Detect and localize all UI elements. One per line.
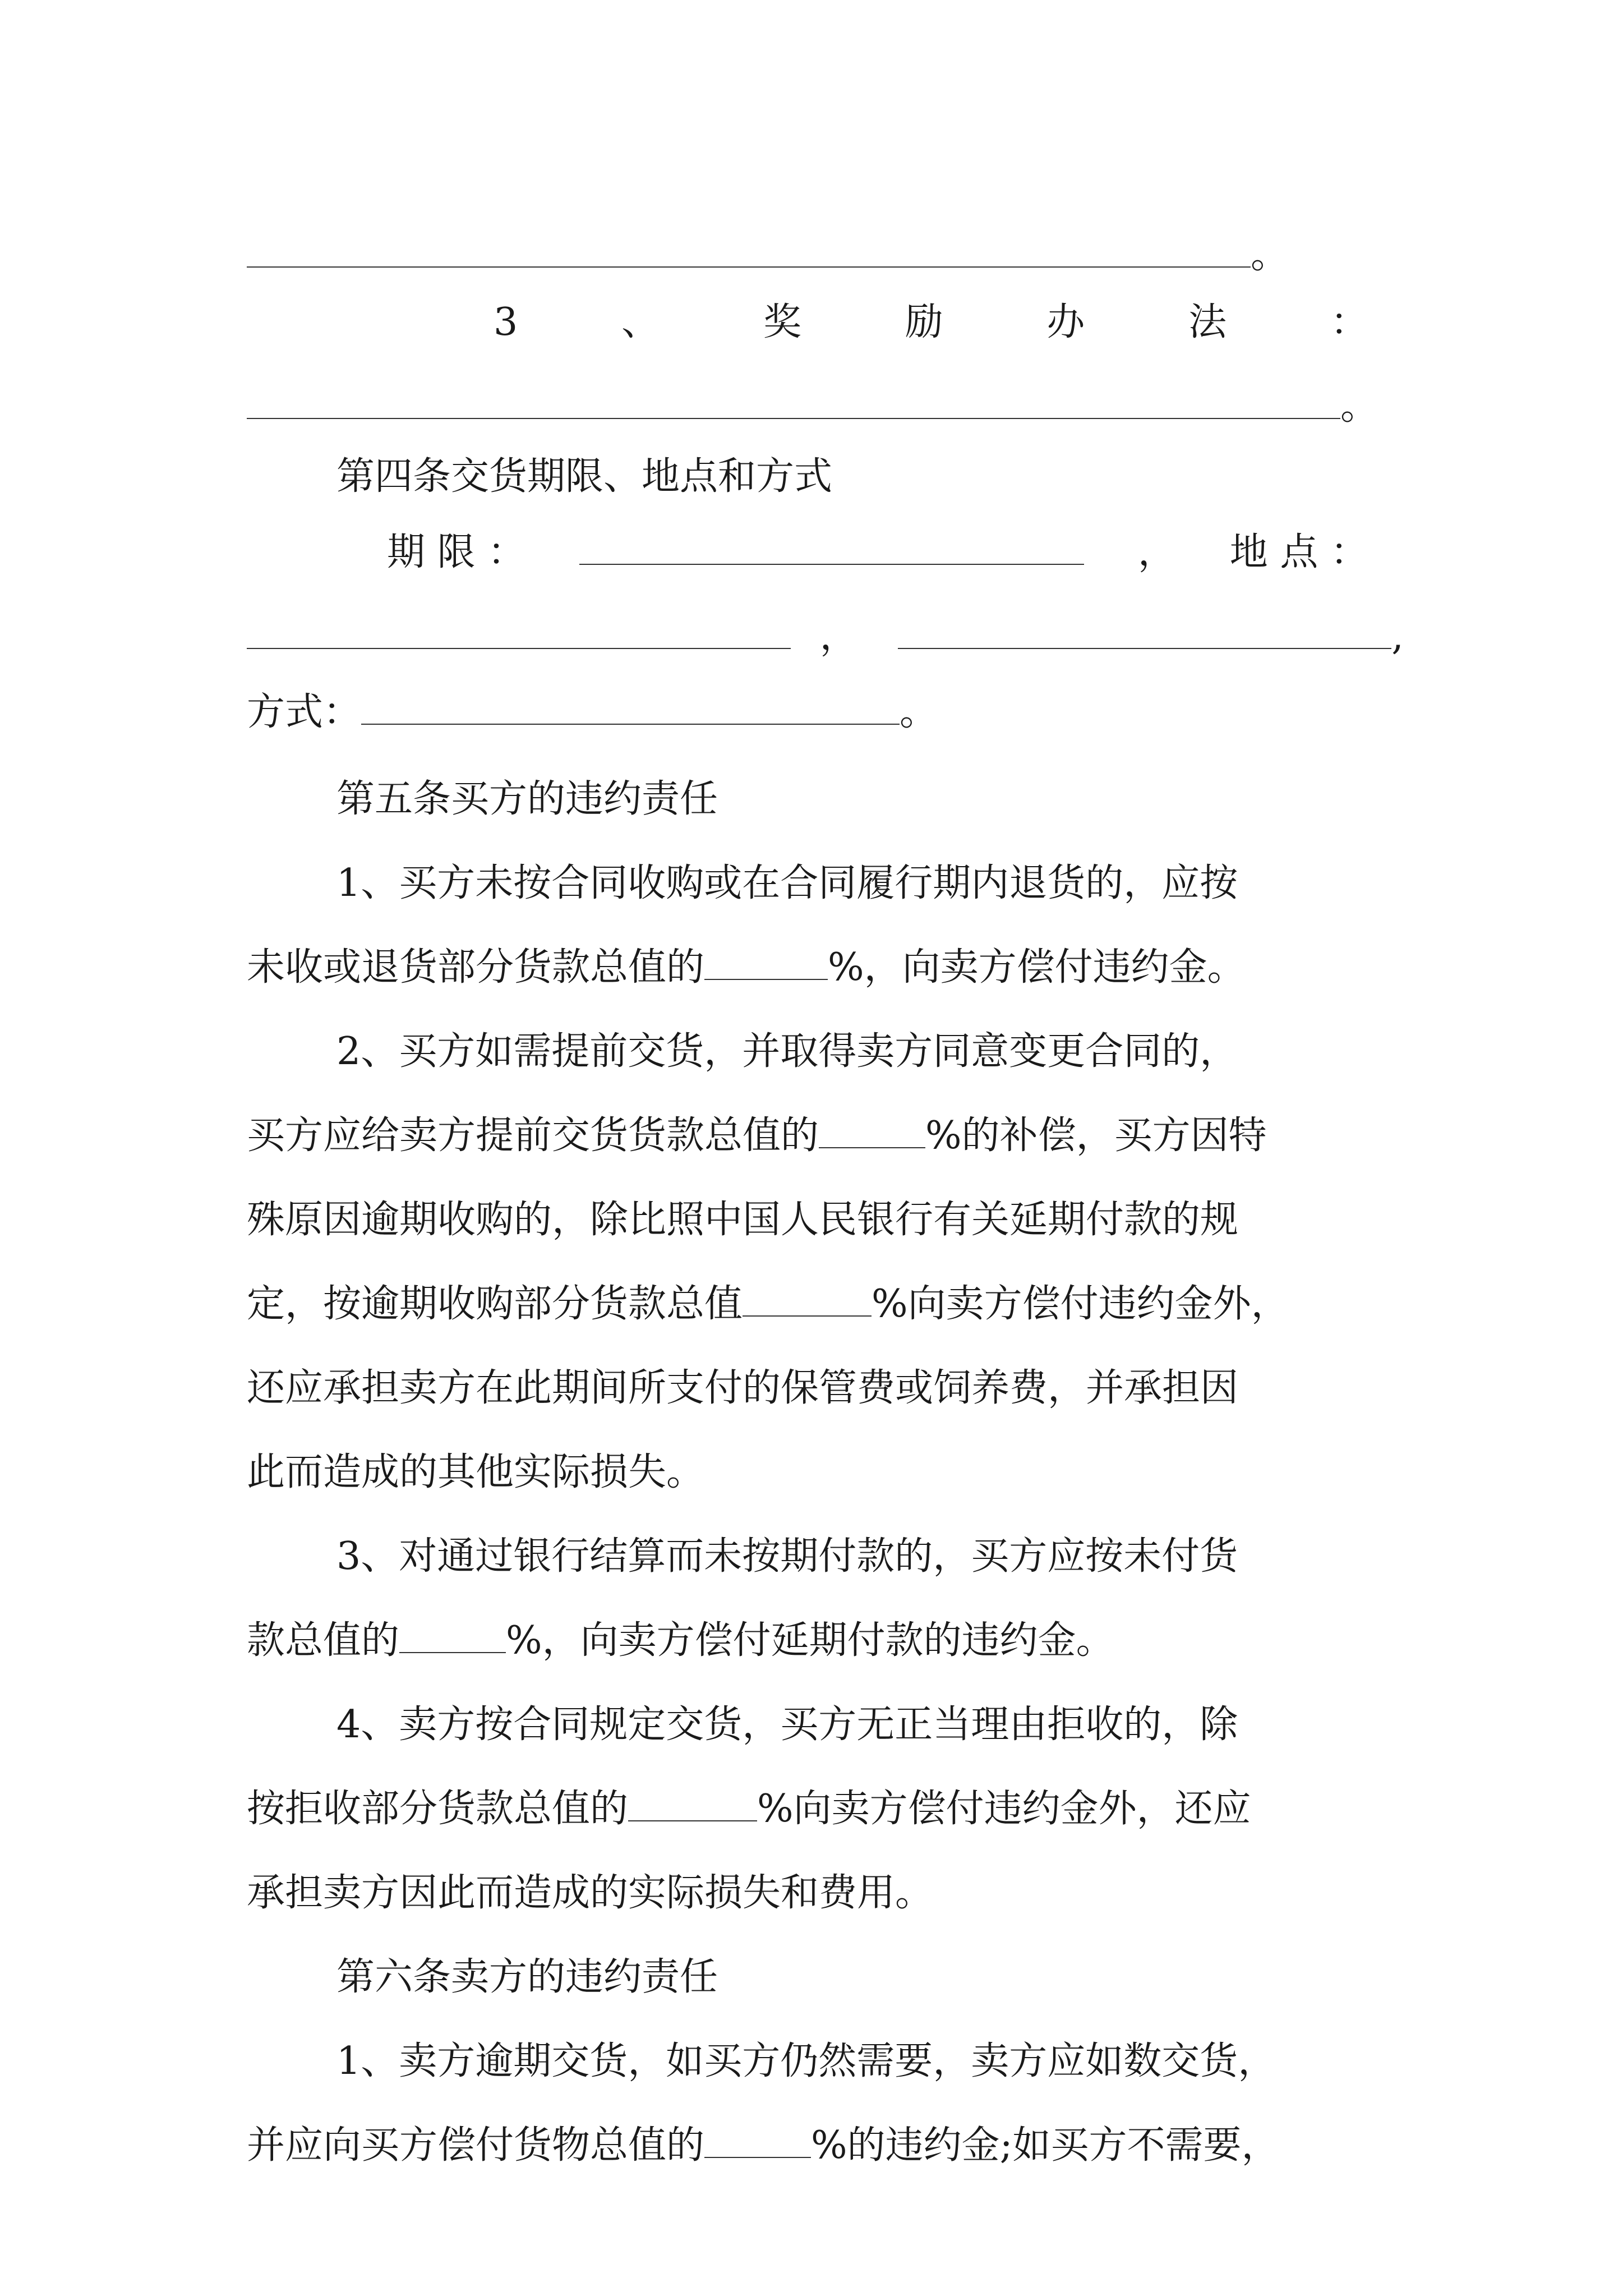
clause-text: 4、卖方按合同规定交货，买方无正当理由拒收的，除 (336, 1703, 1238, 1747)
char: 奖 (763, 300, 801, 344)
clause-6-1-line-2 (247, 2104, 1391, 2188)
char: 办 (1046, 300, 1085, 344)
clause-text: 未收或退货部分货款总值的 (247, 945, 705, 990)
clause-text: %的违约金;如买方不需要， (811, 2123, 1280, 2168)
clause-text: %，向卖方偿付延期付款的违约金。 (506, 1618, 1114, 1663)
method-blank[interactable] (361, 689, 900, 725)
fill-blank[interactable] (247, 383, 1340, 419)
item-number: 3 (494, 300, 518, 344)
clause-text: 1、卖方逾期交货，如买方仍然需要，卖方应如数交货， (336, 2039, 1276, 2083)
location-blanks-line (247, 595, 1404, 679)
clause-5-4-line-2 (247, 1767, 1391, 1851)
location-label: 地 点 ： (1229, 530, 1368, 574)
comma: ， (1137, 530, 1176, 574)
article-4-title-text: 第四条交货期限、地点和方式 (336, 454, 833, 499)
colon: ： (1330, 300, 1368, 344)
clause-5-2-line-4 (247, 1262, 1391, 1346)
percent-blank[interactable] (704, 2122, 811, 2158)
clause-5-2-line-1 (336, 1010, 1481, 1094)
article-6-title-text: 第六条卖方的违约责任 (336, 1955, 718, 1999)
percent-blank[interactable] (704, 944, 828, 980)
article-6-title (336, 1935, 1481, 2019)
percent-blank[interactable] (399, 1617, 506, 1653)
clause-text: 定，按逾期收购部分货款总值 (247, 1282, 743, 1326)
clause-5-2-line-5 (247, 1346, 1391, 1430)
fill-blank[interactable] (247, 232, 1251, 268)
clause-text: %向卖方偿付违约金外， (872, 1282, 1289, 1326)
clause-5-2-line-3 (247, 1178, 1391, 1262)
percent-blank[interactable] (819, 1112, 925, 1148)
percent-blank[interactable] (743, 1281, 872, 1317)
clause-5-2-line-6 (247, 1430, 1391, 1515)
clause-5-1-line-1 (336, 841, 1481, 926)
period: 。 (900, 690, 938, 734)
clause-5-2-line-2 (247, 1094, 1391, 1178)
clause-text: 按拒收部分货款总值的 (247, 1787, 629, 1831)
clause-text: 并应向买方偿付货物总值的 (247, 2123, 705, 2168)
article-4-title (336, 435, 1481, 519)
clause-5-3-line-2 (247, 1599, 1391, 1683)
clause-text: %向卖方偿付违约金外，还应 (757, 1787, 1251, 1831)
char: 励 (905, 300, 943, 344)
clause-text: 款总值的 (247, 1618, 400, 1663)
location-blank[interactable] (247, 613, 791, 649)
percent-blank[interactable] (628, 1786, 757, 1821)
article-5-title-text: 第五条买方的违约责任 (336, 777, 718, 821)
comma: , (1391, 614, 1404, 659)
comma: ， (819, 614, 858, 659)
clause-5-4-line-1 (336, 1683, 1481, 1767)
clause-text: 2、买方如需提前交货，并取得卖方同意变更合同的， (336, 1029, 1238, 1074)
clause-5-4-line-3 (247, 1851, 1391, 1935)
clause-5-1-line-2 (247, 926, 1391, 1010)
method-label: 方式： (247, 690, 362, 734)
clause-6-1-line-1 (336, 2019, 1481, 2104)
item-3-reward-method (494, 280, 1368, 365)
deadline-label: 期 限 ： (387, 530, 526, 574)
clause-text: 1、买方未按合同收购或在合同履行期内退货的，应按 (336, 861, 1238, 905)
method-line (247, 670, 1391, 754)
clause-text: 此而造成的其他实际损失。 (247, 1450, 705, 1494)
clause-text: 殊原因逾期收购的，除比照中国人民银行有关延期付款的规 (247, 1198, 1239, 1242)
clause-text: 还应承担卖方在此期间所支付的保管费或饲养费，并承担因 (247, 1366, 1239, 1410)
clause-text: 3、对通过银行结算而未按期付款的，买方应按未付货 (336, 1534, 1238, 1579)
separator: 、 (621, 300, 660, 344)
clause-text: 承担卖方因此而造成的实际损失和费用。 (247, 1871, 934, 1915)
deadline-location-line (387, 510, 1368, 595)
char: 法 (1188, 300, 1227, 344)
clause-5-3-line-1 (336, 1515, 1481, 1599)
clause-text: %的补偿，买方因特 (925, 1114, 1267, 1158)
deadline-blank[interactable] (579, 529, 1084, 565)
period: 。 (1340, 384, 1379, 429)
location-blank-2[interactable] (898, 613, 1391, 649)
clause-text: %，向卖方偿付违约金。 (828, 945, 1246, 990)
period: 。 (1251, 233, 1289, 277)
article-5-title (336, 757, 1481, 841)
clause-text: 买方应给卖方提前交货货款总值的 (247, 1114, 819, 1158)
